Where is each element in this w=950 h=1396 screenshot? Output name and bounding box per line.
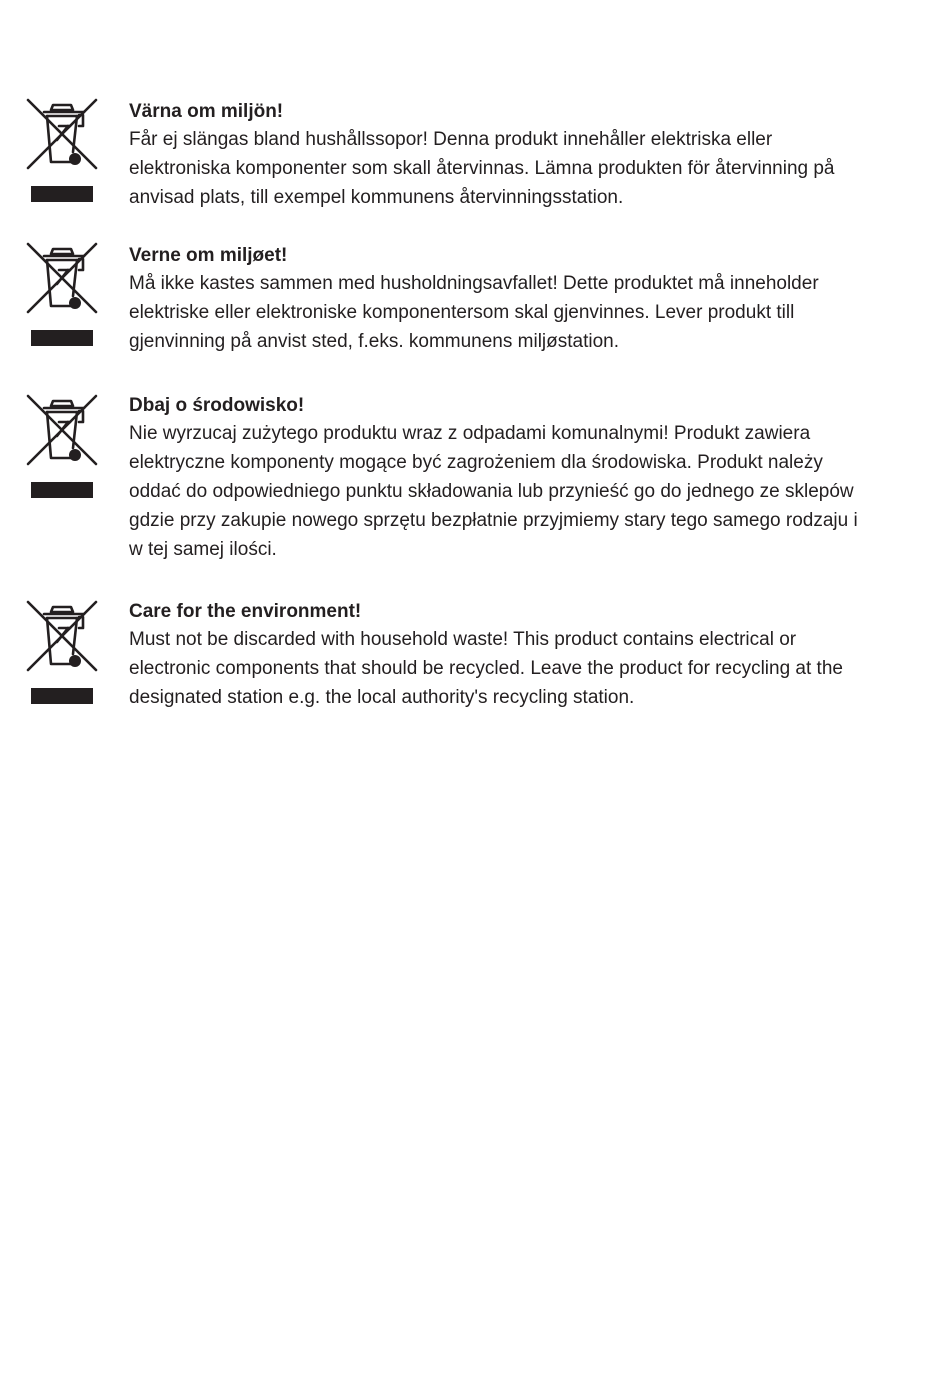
notice-body: Må ikke kastes sammen med husholdningsavfallet! Dette produktet må inneholder elektriske eller elektroniske komponentersom skal gjenvinnes. Lever produkt till gjenvinning på anvist sted, f.eks. kommunens miljøstation.: [129, 273, 819, 352]
notice-text: [129, 598, 864, 712]
notice-heading: Care for the environment!: [129, 601, 362, 622]
crossed-out-wheelie-bin-icon: [26, 392, 100, 502]
crossed-out-wheelie-bin-icon: [26, 240, 100, 350]
notice-text: [129, 98, 864, 212]
notice-body: Must not be discarded with household waste! This product contains electrical or electronic components that should be recycled. Leave the product for recycling at the designated station e.g. the local authority's recycling station.: [129, 629, 843, 708]
notice-heading: Verne om miljøet!: [129, 245, 288, 266]
crossed-out-wheelie-bin-icon: [26, 598, 100, 708]
notice-heading: Dbaj o środowisko!: [129, 395, 305, 416]
notice-body: Får ej slängas bland hushållssopor! Denna produkt innehåller elektriska eller elektroniska komponenter som skall återvinnas. Lämna produkten för återvinning på anvisad plats, till exempel kommunens återvinningsstation.: [129, 129, 835, 208]
notice-heading: Värna om miljön!: [129, 101, 284, 122]
crossed-out-wheelie-bin-icon: [26, 96, 100, 206]
notice-text: [129, 392, 864, 564]
notice-text: [129, 242, 864, 356]
notice-body: Nie wyrzucaj zużytego produktu wraz z odpadami komunalnymi! Produkt zawiera elektryczne komponenty mogące być zagrożeniem dla środowiska. Produkt należy oddać do odpowiedniego punktu składowania lub przynieść go do jednego ze sklepów gdzie przy zakupie nowego sprzętu bezpłatnie przyjmiemy stary tego samego rodzaju i w tej samej ilości.: [129, 423, 858, 560]
